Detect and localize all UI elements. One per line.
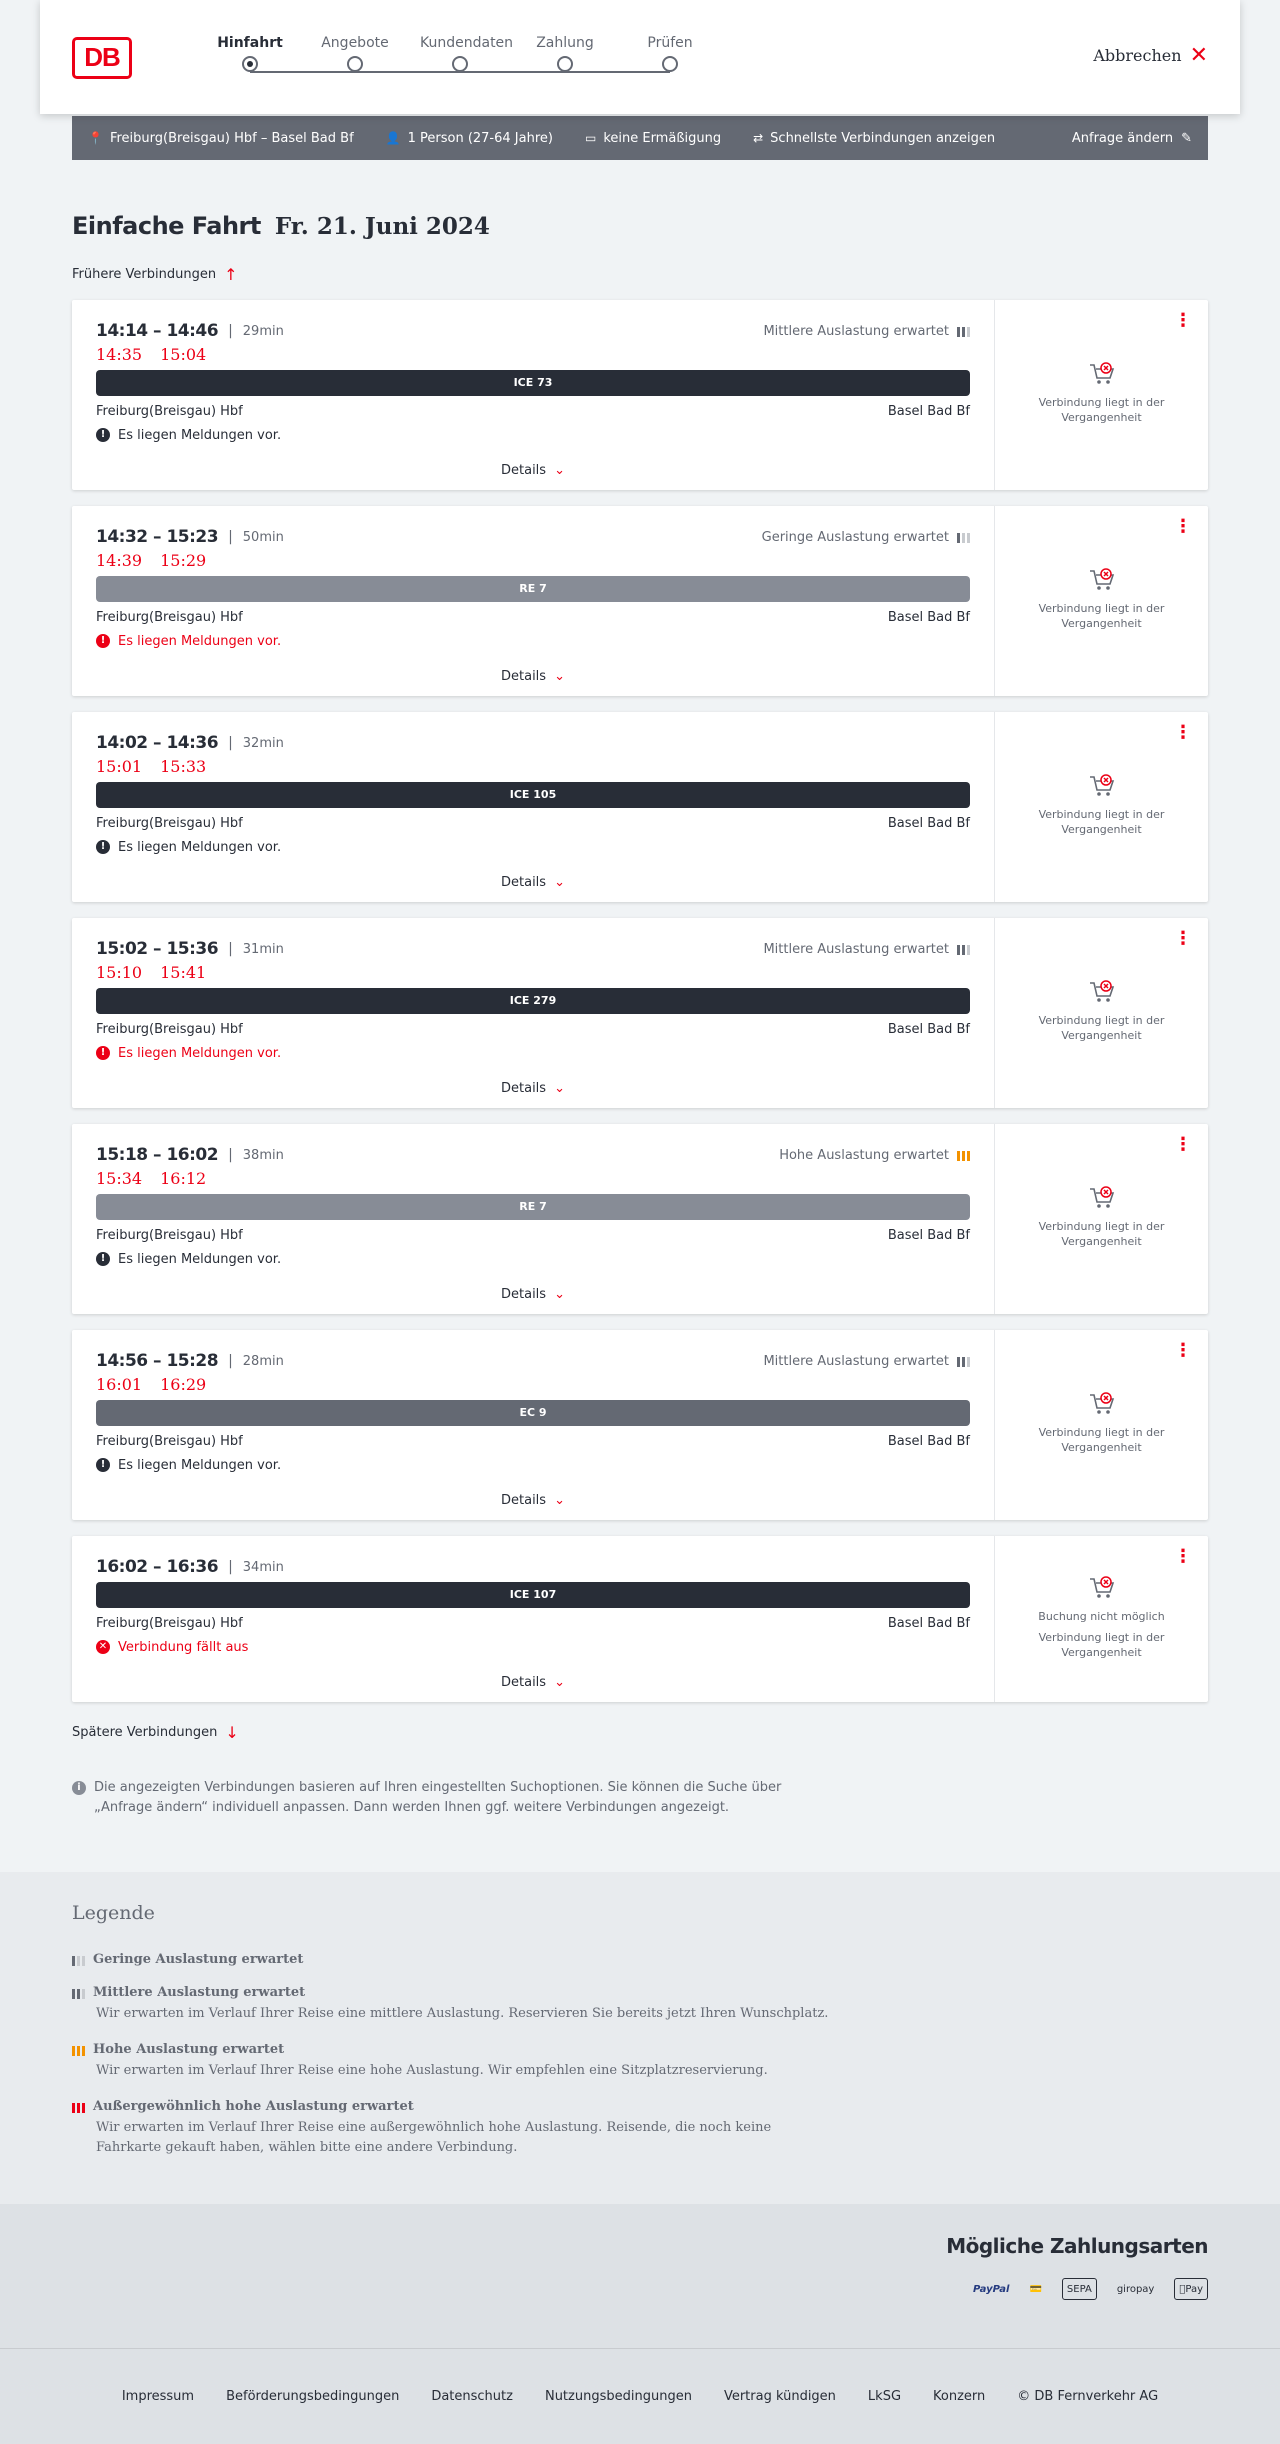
departure-station: Freiburg(Breisgau) Hbf [96, 1022, 243, 1037]
more-options-icon[interactable]: ⋮ [1174, 928, 1192, 949]
connection-info: 14:14 – 14:46 | 29min Mittlere Auslastung erwartet 14:35 15:04 ICE 73 Freiburg(Breisgau) Hbf Basel Bad Bf ! Es liegen Meldungen vor. Details ⌄ [72, 300, 995, 490]
alert-icon: ! [96, 1458, 110, 1472]
alert-icon: ! [96, 840, 110, 854]
booking-status-text: Verbindung liegt in der Vergangenheit [1038, 1426, 1165, 1454]
connection-card [72, 1124, 1208, 1314]
payment-methods [0, 2204, 1280, 2348]
duration: 50min [242, 529, 284, 545]
cancel-button[interactable] [1093, 42, 1208, 68]
medium-load-icon [72, 1987, 85, 1999]
cart-unavailable-icon [1087, 1389, 1117, 1419]
connection-info: 14:02 – 14:36 | 32min 15:01 15:33 ICE 105 Freiburg(Breisgau) Hbf Basel Bad Bf ! Es liegen Meldungen vor. Details ⌄ [72, 712, 995, 902]
paypal-logo: PayPal [972, 2283, 1010, 2295]
details-toggle[interactable]: Details ⌄ [501, 875, 565, 890]
details-toggle[interactable]: Details ⌄ [501, 1287, 565, 1302]
bahncard-icon: ▭ [584, 131, 597, 145]
alert-icon: ! [96, 1046, 110, 1060]
details-toggle[interactable]: Details ⌄ [501, 1081, 565, 1096]
connection-message: ! Es liegen Meldungen vor. [96, 1042, 970, 1064]
earlier-connections-link[interactable]: Frühere Verbindungen ↑ [72, 264, 238, 284]
footer-copyright: © DB Fernverkehr AG [1017, 2389, 1159, 2404]
results-main [72, 212, 1208, 1818]
load-high-icon [957, 1149, 970, 1161]
cart-unavailable-icon [1087, 771, 1117, 801]
departure-station: Freiburg(Breisgau) Hbf [96, 1434, 243, 1449]
footer [0, 2348, 1280, 2444]
more-options-icon[interactable]: ⋮ [1174, 1340, 1192, 1361]
booking-status-text: Verbindung liegt in der Vergangenheit [1038, 602, 1165, 630]
high-load-icon [72, 2044, 85, 2056]
train-bar[interactable]: ICE 107 [96, 1582, 970, 1608]
connection-message: ! Es liegen Meldungen vor. [96, 424, 970, 446]
booking-panel [995, 1330, 1208, 1520]
connection-card [72, 918, 1208, 1108]
swap-arrows-icon: ⇄ [753, 131, 764, 145]
apple-pay-logo: Pay [1174, 2278, 1208, 2300]
cart-unavailable-icon [1087, 977, 1117, 1007]
booking-panel [995, 918, 1208, 1108]
giropay-logo: giropay [1116, 2283, 1155, 2295]
info-icon: i [72, 1781, 86, 1795]
planned-times: 15:18 – 16:02 [96, 1145, 219, 1165]
footer-link-datenschutz[interactable]: Datenschutz [431, 2389, 513, 2404]
legend [0, 1872, 1280, 2204]
step-dot [452, 56, 468, 72]
query-fastest: ⇄ Schnellste Verbindungen anzeigen [753, 130, 996, 146]
step-angebote[interactable]: Angebote [315, 34, 395, 72]
footer-link-lksg[interactable]: LkSG [867, 2389, 902, 2404]
alert-icon: ! [96, 428, 110, 442]
realtime-times: 15:01 15:33 [96, 756, 207, 776]
realtime-times: 16:01 16:29 [96, 1374, 207, 1394]
arrival-station: Basel Bad Bf [887, 1022, 970, 1037]
planned-times: 14:32 – 15:23 [96, 527, 219, 547]
step-dot [662, 56, 678, 72]
train-bar[interactable]: EC 9 [96, 1400, 970, 1426]
step-hinfahrt[interactable]: Hinfahrt [210, 34, 290, 72]
more-options-icon[interactable]: ⋮ [1174, 516, 1192, 537]
legend-title: Legende [72, 1902, 155, 1924]
planned-times: 15:02 – 15:36 [96, 939, 219, 959]
booking-status-text: Verbindung liegt in der Vergangenheit [1038, 396, 1165, 424]
duration: 34min [242, 1559, 284, 1575]
connection-message: ! Es liegen Meldungen vor. [96, 836, 970, 858]
arrow-up-icon: ↑ [224, 264, 238, 284]
train-bar[interactable]: ICE 73 [96, 370, 970, 396]
more-options-icon[interactable]: ⋮ [1174, 1134, 1192, 1155]
top-bar [40, 0, 1240, 114]
connection-info: 14:32 – 15:23 | 50min Geringe Auslastung erwartet 14:39 15:29 RE 7 Freiburg(Breisgau) Hbf Basel Bad Bf ! Es liegen Meldungen vor. Details ⌄ [72, 506, 995, 696]
details-toggle[interactable]: Details ⌄ [501, 1493, 565, 1508]
details-toggle[interactable]: Details ⌄ [501, 1675, 565, 1690]
connection-info: 15:02 – 15:36 | 31min Mittlere Auslastung erwartet 15:10 15:41 ICE 279 Freiburg(Breisgau) Hbf Basel Bad Bf ! Es liegen Meldungen vor. Details ⌄ [72, 918, 995, 1108]
extreme-load-icon [72, 2101, 85, 2113]
footer-link-befoerderung[interactable]: Beförderungsbedingungen [226, 2389, 400, 2404]
page-title: Einfache Fahrt Fr. 21. Juni 2024 [72, 212, 490, 240]
chevron-down-icon: ⌄ [554, 875, 565, 890]
connection-card [72, 506, 1208, 696]
chevron-down-icon: ⌄ [554, 669, 565, 684]
db-logo[interactable]: DB [72, 37, 132, 79]
chevron-down-icon: ⌄ [554, 1675, 565, 1690]
query-route: 📍 Freiburg(Breisgau) Hbf – Basel Bad Bf [88, 130, 354, 146]
duration: 38min [242, 1147, 284, 1163]
legend-mid: Mittlere Auslastung erwartet Wir erwarten im Verlauf Ihrer Reise eine mittlere Auslastung. Reservieren Sie bereits jetzt Ihren Wunschplatz. [72, 1985, 1208, 2024]
arrival-station: Basel Bad Bf [887, 1228, 970, 1243]
duration: 31min [242, 941, 284, 957]
realtime-times: 15:10 15:41 [96, 962, 207, 982]
load-indicator: Hohe Auslastung erwartet [779, 1148, 970, 1163]
footer-link-impressum[interactable]: Impressum [121, 2389, 195, 2404]
load-low-icon [957, 531, 970, 543]
query-summary-bar [72, 116, 1208, 160]
footer-link-vertrag[interactable]: Vertrag kündigen [723, 2389, 836, 2404]
train-bar[interactable]: RE 7 [96, 1194, 970, 1220]
sepa-logo: SEPA [1062, 2278, 1097, 2300]
alert-icon: ✕ [96, 1640, 110, 1654]
chevron-down-icon: ⌄ [554, 1287, 565, 1302]
booking-status-text: Verbindung liegt in der Vergangenheit [1038, 1630, 1165, 1659]
booking-status-text: Verbindung liegt in der Vergangenheit [1038, 1220, 1165, 1248]
load-indicator: Mittlere Auslastung erwartet [763, 1354, 970, 1369]
arrival-station: Basel Bad Bf [887, 404, 970, 419]
legend-low: Geringe Auslastung erwartet [72, 1952, 1208, 1967]
cancel-label: Abbrechen [1093, 46, 1182, 65]
duration: 32min [242, 735, 284, 751]
load-indicator: Mittlere Auslastung erwartet [763, 324, 970, 339]
details-toggle[interactable]: Details ⌄ [501, 669, 565, 684]
person-icon: 👤 [385, 131, 401, 145]
step-kundendaten[interactable]: Kundendaten [420, 34, 500, 72]
chevron-down-icon: ⌄ [554, 1493, 565, 1508]
location-pin-icon: 📍 [88, 131, 103, 145]
connection-list [72, 300, 1208, 1702]
close-icon: ✕ [1189, 42, 1208, 68]
departure-station: Freiburg(Breisgau) Hbf [96, 404, 243, 419]
cart-unavailable-icon [1087, 1573, 1117, 1603]
legend-extra-high: Außergewöhnlich hohe Auslastung erwartet Wir erwarten im Verlauf Ihrer Reise eine außergewöhnlich hohe Auslastung. Reisende, die noch keine Fahrkarte gekauft haben, wählen bitte eine andere Verbindung. [72, 2099, 1208, 2158]
planned-times: 16:02 – 16:36 [96, 1557, 219, 1577]
realtime-times: 14:39 15:29 [96, 550, 207, 570]
change-query-button[interactable]: Anfrage ändern ✎ [1071, 130, 1192, 146]
connection-info: 16:02 – 16:36 | 34min ICE 107 Freiburg(Breisgau) Hbf Basel Bad Bf ✕ Verbindung fällt aus Details ⌄ [72, 1536, 995, 1702]
cart-unavailable-icon [1087, 1183, 1117, 1213]
step-pruefen[interactable]: Prüfen [630, 34, 710, 72]
departure-station: Freiburg(Breisgau) Hbf [96, 1228, 243, 1243]
load-mid-icon [957, 1355, 970, 1367]
connection-info: 14:56 – 15:28 | 28min Mittlere Auslastung erwartet 16:01 16:29 EC 9 Freiburg(Breisgau) Hbf Basel Bad Bf ! Es liegen Meldungen vor. Details ⌄ [72, 1330, 995, 1520]
booking-status-text: Verbindung liegt in der Vergangenheit [1038, 808, 1165, 836]
connection-message: ! Es liegen Meldungen vor. [96, 1248, 970, 1270]
step-dot [557, 56, 573, 72]
realtime-times: 14:35 15:04 [96, 344, 207, 364]
booking-status-text: Buchung nicht möglich [1038, 1609, 1165, 1623]
load-indicator: Geringe Auslastung erwartet [762, 530, 970, 545]
info-note: i Die angezeigten Verbindungen basieren auf Ihren eingestellten Suchoptionen. Sie können die Suche über „Anfrage ändern“ individuell anpassen. Dann werden Ihnen ggf. weitere Verbindungen angezeigt. [72, 1778, 832, 1818]
booking-panel [995, 300, 1208, 490]
more-options-icon[interactable]: ⋮ [1174, 310, 1192, 331]
train-bar[interactable]: ICE 105 [96, 782, 970, 808]
chevron-down-icon: ⌄ [554, 1081, 565, 1096]
credit-card-icon: 💳 [1029, 2283, 1042, 2295]
booking-stepper [210, 34, 710, 84]
booking-panel [995, 1124, 1208, 1314]
planned-times: 14:56 – 15:28 [96, 1351, 219, 1371]
chevron-down-icon: ⌄ [554, 463, 565, 478]
low-load-icon [72, 1954, 85, 1966]
cart-unavailable-icon [1087, 565, 1117, 595]
departure-station: Freiburg(Breisgau) Hbf [96, 1616, 243, 1631]
query-travellers: 👤 1 Person (27-64 Jahre) [385, 130, 553, 146]
arrow-down-icon: ↓ [225, 1722, 239, 1742]
booking-panel [995, 1536, 1208, 1702]
booking-status-text: Verbindung liegt in der Vergangenheit [1038, 1014, 1165, 1042]
alert-icon: ! [96, 634, 110, 648]
arrival-station: Basel Bad Bf [887, 1616, 970, 1631]
step-dot [347, 56, 363, 72]
load-mid-icon [957, 943, 970, 955]
duration: 29min [242, 323, 284, 339]
load-indicator: Mittlere Auslastung erwartet [763, 942, 970, 957]
connection-card [72, 1536, 1208, 1702]
planned-times: 14:02 – 14:36 [96, 733, 219, 753]
travel-date: Fr. 21. Juni 2024 [274, 213, 490, 240]
cart-unavailable-icon [1087, 359, 1117, 389]
more-options-icon[interactable]: ⋮ [1174, 1546, 1192, 1567]
connection-info: 15:18 – 16:02 | 38min Hohe Auslastung erwartet 15:34 16:12 RE 7 Freiburg(Breisgau) Hbf Basel Bad Bf ! Es liegen Meldungen vor. Details ⌄ [72, 1124, 995, 1314]
later-connections-link[interactable]: Spätere Verbindungen ↓ [72, 1722, 239, 1742]
more-options-icon[interactable]: ⋮ [1174, 722, 1192, 743]
query-discount: ▭ keine Ermäßigung [584, 130, 722, 146]
connection-message: ! Es liegen Meldungen vor. [96, 630, 970, 652]
pencil-icon: ✎ [1181, 130, 1192, 146]
arrival-station: Basel Bad Bf [887, 816, 970, 831]
connection-card [72, 712, 1208, 902]
train-bar[interactable]: ICE 279 [96, 988, 970, 1014]
details-toggle[interactable]: Details ⌄ [501, 463, 565, 478]
connection-card [72, 1330, 1208, 1520]
footer-link-nutzung[interactable]: Nutzungsbedingungen [544, 2389, 692, 2404]
arrival-station: Basel Bad Bf [887, 610, 970, 625]
alert-icon: ! [96, 1252, 110, 1266]
connection-message: ! Es liegen Meldungen vor. [96, 1454, 970, 1476]
legend-high: Hohe Auslastung erwartet Wir erwarten im Verlauf Ihrer Reise eine hohe Auslastung. Wir empfehlen eine Sitzplatzreservierung. [72, 2042, 1208, 2081]
connection-message: ✕ Verbindung fällt aus [96, 1636, 970, 1658]
step-dot [242, 56, 258, 72]
departure-station: Freiburg(Breisgau) Hbf [96, 816, 243, 831]
connection-card [72, 300, 1208, 490]
arrival-station: Basel Bad Bf [887, 1434, 970, 1449]
footer-link-konzern[interactable]: Konzern [933, 2389, 986, 2404]
departure-station: Freiburg(Breisgau) Hbf [96, 610, 243, 625]
booking-panel [995, 712, 1208, 902]
payment-methods-title: Mögliche Zahlungsarten [946, 2234, 1208, 2258]
planned-times: 14:14 – 14:46 [96, 321, 219, 341]
duration: 28min [242, 1353, 284, 1369]
step-zahlung[interactable]: Zahlung [525, 34, 605, 72]
booking-panel [995, 506, 1208, 696]
load-mid-icon [957, 325, 970, 337]
train-bar[interactable]: RE 7 [96, 576, 970, 602]
realtime-times: 15:34 16:12 [96, 1168, 207, 1188]
